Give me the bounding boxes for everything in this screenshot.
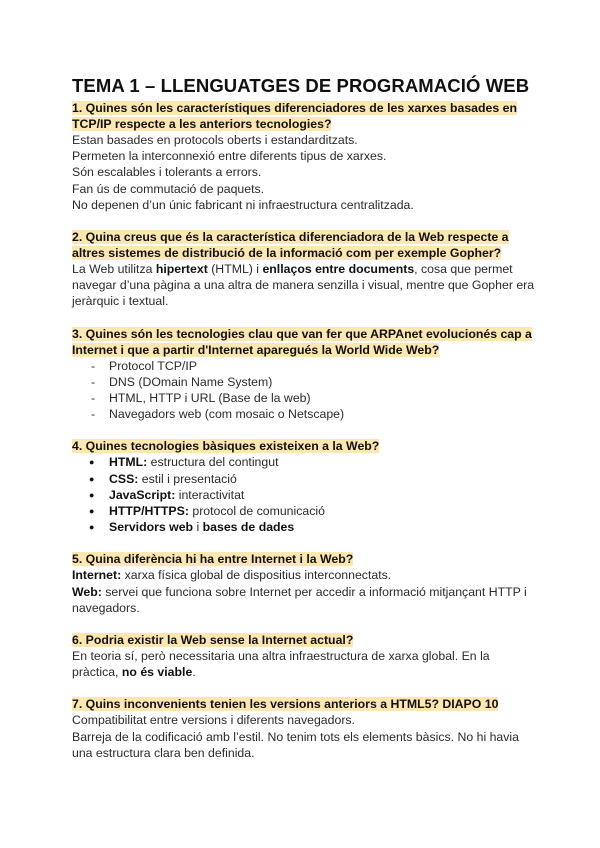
question-6: 6. Podria existir la Web sense la Internet actual? xyxy=(72,633,354,648)
section-1 xyxy=(72,100,540,213)
question-1: 1. Quines són les característiques diferenciadores de les xarxes basades en TCP/IP respecte a les anteriors tecnologies? xyxy=(72,101,517,131)
section-6 xyxy=(72,632,540,680)
list-item: ● CSS: estil i presentació xyxy=(72,471,540,487)
section-5 xyxy=(72,551,540,616)
answer-line: una estructura clara ben definida. xyxy=(72,745,255,760)
section-7 xyxy=(72,696,540,761)
question-5: 5. Quina diferència hi ha entre Internet i la Web? xyxy=(72,552,354,567)
question-7: 7. Quins inconvenients tenien les versions anteriors a HTML5? DIAPO 10 xyxy=(72,697,499,712)
list-item: ● JavaScript: interactivitat xyxy=(72,487,540,503)
answer-line: Barreja de la codificació amb l’estil. No tenim tots els elements bàsics. No hi havia xyxy=(72,729,519,744)
answer-line: Fan ús de commutació de paquets. xyxy=(72,181,265,196)
answer-line: La Web utilitza hipertext (HTML) i enllaços entre documents, cosa que permet xyxy=(72,262,513,277)
question-3: 3. Quines són les tecnologies clau que van fer que ARPAnet evolucionés cap a Internet i que a partir d'Internet aparegués la World Wide Web? xyxy=(72,326,532,357)
answer-line: pràctica, no és viable. xyxy=(72,665,196,680)
question-2: 2. Quina creus que és la característica diferenciadora de la Web respecte a altres sistemes de distribució de la informació com per exemple Gopher? xyxy=(72,230,509,261)
question-4: 4. Quines tecnologies bàsiques existeixen a la Web? xyxy=(72,439,380,454)
bullet-list xyxy=(72,454,540,535)
list-item: - DNS (DOmain Name System) xyxy=(72,374,540,390)
answer-line: Són escalables i tolerants a errors. xyxy=(72,165,262,180)
list-item: - Protocol TCP/IP xyxy=(72,358,540,374)
answer-line: Compatibilitat entre versions i diferents navegadors. xyxy=(72,713,355,728)
answer-line: No depenen d’un únic fabricant ni infraestructura centralitzada. xyxy=(72,197,414,212)
answer-line: Internet: xarxa física global de dispositius interconnectats. xyxy=(72,568,392,583)
answer-line: Permeten la interconnexió entre diferents tipus de xarxes. xyxy=(72,149,387,164)
answer-line: navegar d’una pàgina a una altra de manera senzilla i visual, mentre que Gopher era xyxy=(72,278,535,293)
list-item: ● HTML: estructura del contingut xyxy=(72,454,540,470)
answer-line: Estan basades en protocols oberts i estandarditzats. xyxy=(72,133,358,147)
list-item: ● Servidors web i bases de dades xyxy=(72,519,540,535)
section-4 xyxy=(72,438,540,535)
answer-line: En teoria sí, però necessitaria una altra infraestructura de xarxa global. En la xyxy=(72,649,490,664)
section-2 xyxy=(72,229,540,310)
dash-list xyxy=(72,358,540,423)
list-item: - Navegadors web (com mosaic o Netscape) xyxy=(72,406,540,422)
section-3 xyxy=(72,326,540,423)
list-item: ● HTTP/HTTPS: protocol de comunicació xyxy=(72,503,540,519)
answer-line: jeràrquic i textual. xyxy=(72,294,169,309)
list-item: - HTML, HTTP i URL (Base de la web) xyxy=(72,390,540,406)
answer-line: navegadors. xyxy=(72,600,140,615)
answer-line: Web: servei que funciona sobre Internet per accedir a informació mitjançant HTTP i xyxy=(72,584,527,599)
page-title: TEMA 1 – LLENGUATGES DE PROGRAMACIÓ WEB xyxy=(72,75,530,96)
